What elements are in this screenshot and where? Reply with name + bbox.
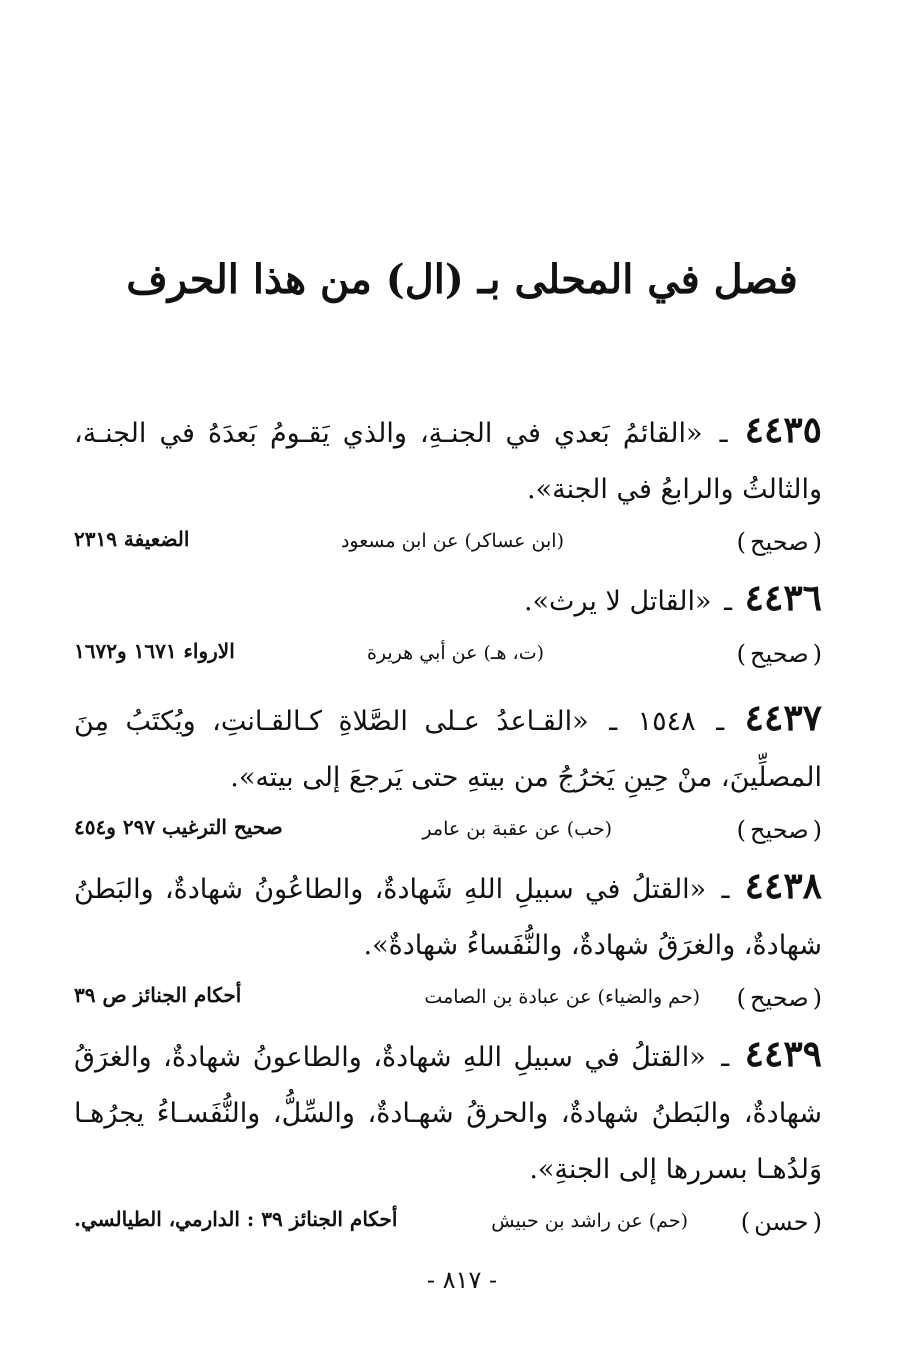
hadith-text-block bbox=[74, 690, 822, 806]
hadith-entry bbox=[74, 1026, 822, 1248]
hadith-number: ٤٤٣٨ bbox=[744, 865, 822, 907]
hadith-entry bbox=[74, 402, 822, 568]
hadith-text: «القاتل لا يرث». bbox=[523, 586, 712, 617]
dash-separator: ـ bbox=[716, 706, 725, 737]
dash-separator: ـ bbox=[721, 874, 730, 905]
hadith-source: (حم) عن راشد بن حبيش bbox=[491, 1210, 688, 1232]
hadith-source: (حب) عن عقبة بن عامر bbox=[422, 818, 612, 840]
hadith-text: «القتلُ في سبيلِ اللهِ شَهادةٌ، والطاعُونُ شهادةٌ، والبَطنُ شهادةٌ، والغرَقُ شهادةٌ، والنُّفَساءُ شهادةٌ». bbox=[74, 874, 822, 961]
hadith-meta bbox=[74, 518, 822, 568]
hadith-source: (ابن عساكر) عن ابن مسعود bbox=[340, 530, 564, 552]
hadith-reference: الارواء ١٦٧١ و١٦٧٢ bbox=[74, 639, 235, 663]
hadith-number: ٤٤٣٩ bbox=[744, 1033, 822, 1075]
hadith-source: (ت، هـ) عن أبي هريرة bbox=[366, 642, 544, 664]
grade-text: صحيح bbox=[750, 640, 809, 668]
hadith-text-block bbox=[74, 858, 822, 974]
hadith-source: (حم والضياء) عن عبادة بن الصامت bbox=[424, 986, 700, 1008]
dash-separator: ـ bbox=[724, 586, 733, 617]
hadith-number: ٤٤٣٥ bbox=[744, 409, 822, 451]
hadith-entry bbox=[74, 570, 822, 680]
hadith-text: «القـاعدُ عـلى الصَّلاةِ كـالقـانتِ، ويُكتَبُ مِنَ المصلِّينَ، منْ حِينِ يَخرُجُ من بيتهِ حتى يَرجعَ إلى بيته». bbox=[74, 706, 822, 793]
hadith-meta bbox=[74, 974, 822, 1024]
grade-text: صحيح bbox=[750, 528, 809, 556]
grade-label: (صحيح) bbox=[736, 640, 822, 668]
dash-separator: ـ bbox=[609, 706, 618, 737]
hadith-reference: أحكام الجنائز ص ٣٩ bbox=[74, 983, 242, 1007]
hadith-reference: أحكام الجنائز ٣٩ : الدارمي، الطيالسي. bbox=[74, 1207, 398, 1231]
grade-text: حسن bbox=[754, 1208, 809, 1236]
hadith-number: ٤٤٣٦ bbox=[744, 577, 822, 619]
hadith-reference: صحيح الترغيب ٢٩٧ و٤٥٤ bbox=[74, 815, 283, 839]
hadith-number: ٤٤٣٧ bbox=[744, 697, 822, 739]
cross-reference-number: ١٥٤٨ bbox=[637, 706, 696, 737]
hadith-entry bbox=[74, 858, 822, 1024]
dash-separator: ـ bbox=[719, 418, 728, 449]
grade-label: (حسن) bbox=[740, 1208, 822, 1236]
grade-label: (صحيح) bbox=[736, 984, 822, 1012]
hadith-text-block bbox=[74, 1026, 822, 1198]
hadith-text: «القتلُ في سبيلِ اللهِ شهادةٌ، والطاعونُ شهادةٌ، والغرَقُ شهادةٌ، والبَطنُ شهادةٌ، والحرقُ شهـادةٌ، والسِّلُّ، والنُّفَسـاءُ يجرُهـا وَلدُهـا بسررها إلى الجنةِ». bbox=[74, 1042, 822, 1185]
hadith-meta bbox=[74, 630, 822, 680]
hadith-meta bbox=[74, 1198, 822, 1248]
hadith-entry bbox=[74, 690, 822, 856]
grade-text: صحيح bbox=[750, 984, 809, 1012]
grade-label: (صحيح) bbox=[736, 816, 822, 844]
hadith-text-block bbox=[74, 402, 822, 518]
grade-label: (صحيح) bbox=[736, 528, 822, 556]
hadith-text-block bbox=[74, 570, 822, 630]
hadith-meta bbox=[74, 806, 822, 856]
dash-separator: ـ bbox=[721, 1042, 730, 1073]
grade-text: صحيح bbox=[750, 816, 809, 844]
hadith-text: «القائمُ بَعدي في الجنـةِ، والذي يَقـومُ بَعدَهُ في الجنـة، والثالثُ والرابعُ في الجنة». bbox=[74, 418, 822, 505]
section-title: فصل في المحلى بـ (ال) من هذا الحرف bbox=[126, 256, 798, 303]
page-number: - ٨١٧ - bbox=[426, 1266, 498, 1294]
hadith-reference: الضعيفة ٢٣١٩ bbox=[74, 527, 190, 551]
